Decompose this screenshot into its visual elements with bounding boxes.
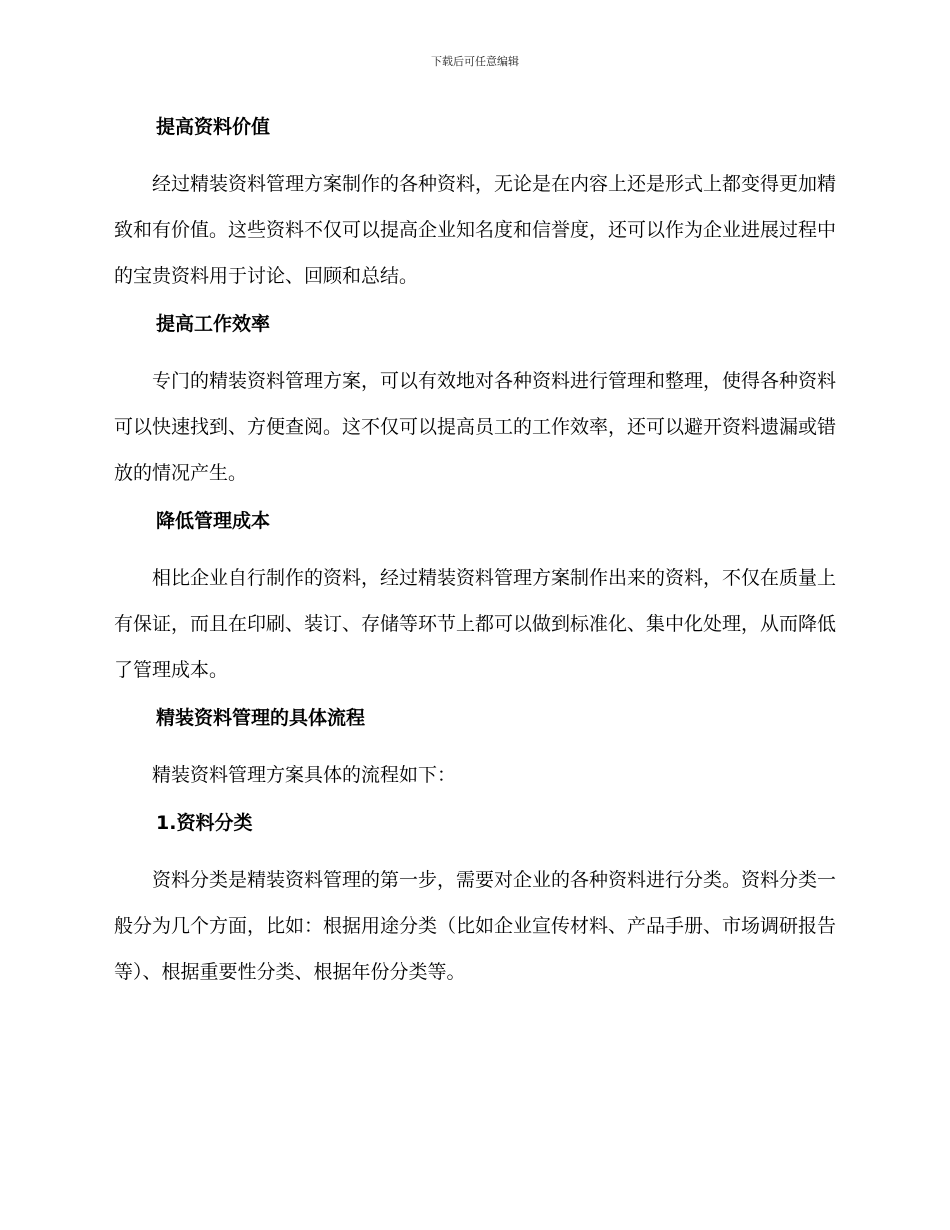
- header-note: 下载后可任意编辑: [431, 55, 519, 68]
- section-heading: 1.资料分类: [156, 812, 253, 834]
- section-paragraph: 相比企业自行制作的资料，经过精装资料管理方案制作出来的资料，不仅在质量上有保证，而且在印刷、装订、存储等环节上都可以做到标准化、集中化处理，从而降低了管理成本。: [114, 567, 837, 681]
- document-body: [114, 112, 836, 995]
- section-paragraph: 经过精装资料管理方案制作的各种资料，无论是在内容上还是形式上都变得更加精致和有价值。这些资料不仅可以提高企业知名度和信誉度，还可以作为企业进展过程中的宝贵资料用于讨论、回顾和总结。: [114, 173, 837, 287]
- section-heading: 降低管理成本: [156, 510, 271, 532]
- section-heading: 精装资料管理的具体流程: [156, 707, 366, 729]
- section-heading: 提高资料价值: [156, 116, 271, 138]
- section-improve-efficiency: [114, 309, 836, 506]
- section-paragraph: 资料分类是精装资料管理的第一步，需要对企业的各种资料进行分类。资料分类一般分为几个方面，比如：根据用途分类（比如企业宣传材料、产品手册、市场调研报告等）、根据重要性分类、根据年份分类等。: [114, 869, 837, 983]
- section-paragraph: 专门的精装资料管理方案，可以有效地对各种资料进行管理和整理，使得各种资料可以快速找到、方便查阅。这不仅可以提高员工的工作效率，还可以避开资料遗漏或错放的情况产生。: [114, 370, 837, 484]
- section-heading: 提高工作效率: [156, 313, 271, 335]
- section-classification: [114, 808, 836, 995]
- section-process: [114, 703, 836, 808]
- section-reduce-cost: [114, 506, 836, 703]
- section-improve-value: [114, 112, 836, 309]
- section-paragraph: 精装资料管理方案具体的流程如下：: [152, 764, 457, 786]
